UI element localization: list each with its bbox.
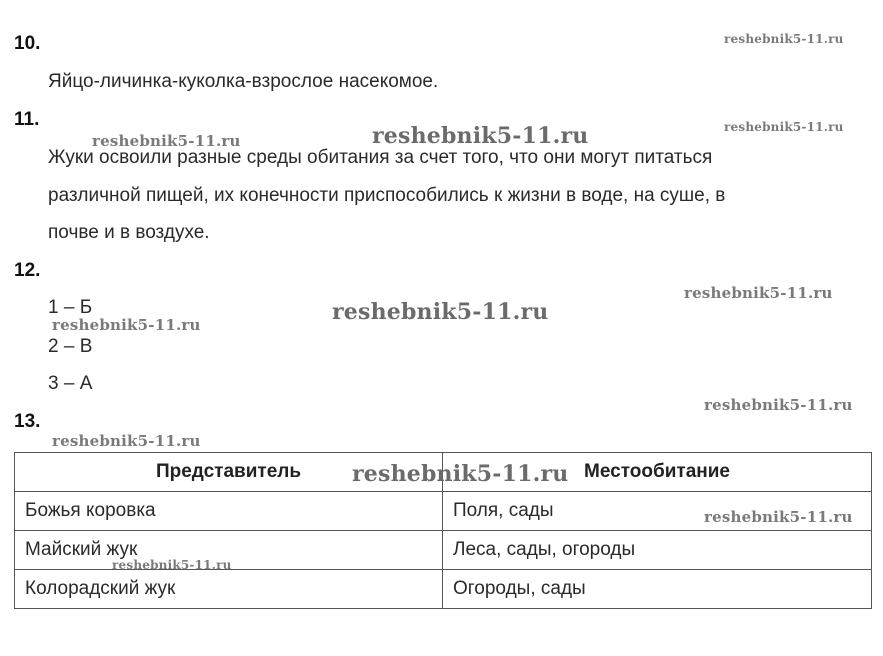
header-representative: Представитель: [15, 453, 443, 492]
watermark: reshebnik5-11.ru: [724, 120, 844, 134]
question-number-12: 12.: [14, 260, 41, 281]
watermark: reshebnik5-11.ru: [52, 432, 201, 450]
watermark: reshebnik5-11.ru: [112, 558, 232, 572]
question-number-13: 13.: [14, 411, 41, 432]
cell-habitat: Поля, сады: [443, 492, 872, 531]
cell-representative: Божья коровка: [15, 492, 443, 531]
watermark: reshebnik5-11.ru: [52, 316, 201, 334]
answer-11-line-2: различной пищей, их конечности приспособились к жизни в воде, на суше, в: [48, 185, 726, 206]
watermark: reshebnik5-11.ru: [724, 32, 844, 46]
answer-12-item-2: 2 – В: [48, 336, 93, 357]
answer-11-line-3: почве и в воздухе.: [48, 222, 210, 243]
cell-representative: Колорадский жук: [15, 570, 443, 609]
cell-representative: Майский жук: [15, 531, 443, 570]
header-habitat: Местообитание: [443, 453, 872, 492]
watermark: reshebnik5-11.ru: [684, 284, 833, 302]
watermark: reshebnik5-11.ru: [704, 508, 853, 526]
watermark: reshebnik5-11.ru: [704, 396, 853, 414]
answer-11-line-1: Жуки освоили разные среды обитания за счет того, что они могут питаться: [48, 147, 713, 168]
cell-habitat: Леса, сады, огороды: [443, 531, 872, 570]
watermark: reshebnik5-11.ru: [372, 123, 589, 149]
watermark: reshebnik5-11.ru: [92, 132, 241, 150]
question-number-11: 11.: [14, 109, 40, 130]
answer-12-item-3: 3 – А: [48, 373, 93, 394]
answer-10-text: Яйцо-личинка-куколка-взрослое насекомое.: [48, 71, 439, 92]
cell-habitat: Огороды, сады: [443, 570, 872, 609]
watermark: reshebnik5-11.ru: [332, 299, 549, 325]
question-number-10: 10.: [14, 33, 41, 54]
watermark: reshebnik5-11.ru: [352, 461, 569, 487]
table-row: [15, 570, 872, 609]
answer-12-item-1: 1 – Б: [48, 297, 93, 318]
